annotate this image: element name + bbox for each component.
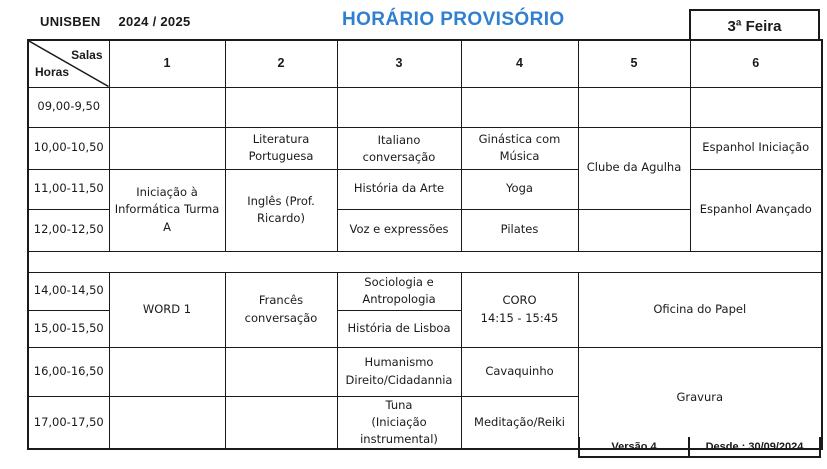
class-cell: História de Lisboa xyxy=(337,310,461,347)
day-box xyxy=(689,9,820,41)
class-cell: Sociologia e Antropologia xyxy=(337,272,461,310)
coro-label: CORO xyxy=(502,293,537,308)
class-cell xyxy=(337,396,461,449)
version-box xyxy=(578,437,690,458)
class-cell xyxy=(461,272,578,347)
time-slot: 12,00-12,50 xyxy=(28,209,109,251)
class-cell: Espanhol Iniciação xyxy=(690,127,822,169)
empty-cell xyxy=(109,87,225,127)
class-cell: Ginástica com Música xyxy=(461,127,578,169)
class-cell: WORD 1 xyxy=(109,272,225,347)
class-cell: Francês conversação xyxy=(225,272,337,347)
academic-year: 2024 / 2025 xyxy=(118,14,191,29)
version-label: Versão 4 xyxy=(611,440,657,453)
time-slot: 16,00-16,50 xyxy=(28,347,109,396)
room-header: 1 xyxy=(109,40,225,87)
table-row xyxy=(28,272,822,310)
class-cell: Oficina do Papel xyxy=(578,272,822,347)
class-cell: Gravura xyxy=(578,347,822,449)
empty-cell xyxy=(225,396,337,449)
class-cell: Clube da Agulha xyxy=(578,127,690,209)
time-slot: 10,00-10,50 xyxy=(28,127,109,169)
class-cell: Voz e expressões xyxy=(337,209,461,251)
lunch-gap-row xyxy=(28,251,822,272)
class-cell: Pilates xyxy=(461,209,578,251)
empty-cell xyxy=(109,396,225,449)
gap-cell xyxy=(28,251,822,272)
class-cell: Yoga xyxy=(461,169,578,209)
empty-cell xyxy=(690,87,822,127)
room-header: 3 xyxy=(337,40,461,87)
room-header: 6 xyxy=(690,40,822,87)
page-title: HORÁRIO PROVISÓRIO xyxy=(342,9,565,30)
time-slot: 11,00-11,50 xyxy=(28,169,109,209)
header-row xyxy=(28,40,822,87)
empty-cell xyxy=(578,209,690,251)
class-cell: Espanhol Avançado xyxy=(690,169,822,251)
class-cell: Cavaquinho xyxy=(461,347,578,396)
table-row xyxy=(28,87,822,127)
time-slot: 15,00-15,50 xyxy=(28,310,109,347)
corner-cell xyxy=(28,40,109,87)
corner-rooms-label: Salas xyxy=(71,48,103,62)
coro-time: 14:15 - 15:45 xyxy=(480,310,559,325)
class-cell: História da Arte xyxy=(337,169,461,209)
time-slot: 14,00-14,50 xyxy=(28,272,109,310)
time-slot: 17,00-17,50 xyxy=(28,396,109,449)
class-cell: Literatura Portuguesa xyxy=(225,127,337,169)
time-slot: 09,00-9,50 xyxy=(28,87,109,127)
class-cell: Iniciação à Informática Turma A xyxy=(109,169,225,251)
tuna-note: (Iniciação instrumental) xyxy=(360,414,438,446)
empty-cell xyxy=(109,127,225,169)
empty-cell xyxy=(578,87,690,127)
table-row xyxy=(28,127,822,169)
tuna-label: Tuna xyxy=(385,397,413,412)
empty-cell xyxy=(225,87,337,127)
room-header: 2 xyxy=(225,40,337,87)
class-cell: Humanismo Direito/Cidadannia xyxy=(337,347,461,396)
header-left xyxy=(40,14,191,29)
room-header: 5 xyxy=(578,40,690,87)
since-label: Desde : 30/09/2024 xyxy=(705,440,804,453)
corner-hours-label: Horas xyxy=(35,64,70,79)
schedule-table xyxy=(27,39,823,450)
class-cell: Inglês (Prof. Ricardo) xyxy=(225,169,337,251)
table-row xyxy=(28,169,822,209)
table-row xyxy=(28,347,822,396)
room-header: 4 xyxy=(461,40,578,87)
day-label: 3ª Feira xyxy=(727,17,782,35)
empty-cell xyxy=(337,87,461,127)
class-cell: Meditação/Reiki xyxy=(461,396,578,449)
since-box xyxy=(688,437,821,458)
empty-cell xyxy=(109,347,225,396)
empty-cell xyxy=(461,87,578,127)
class-cell: Italiano conversação xyxy=(337,127,461,169)
institution-name: UNISBEN xyxy=(40,14,101,29)
empty-cell xyxy=(225,347,337,396)
